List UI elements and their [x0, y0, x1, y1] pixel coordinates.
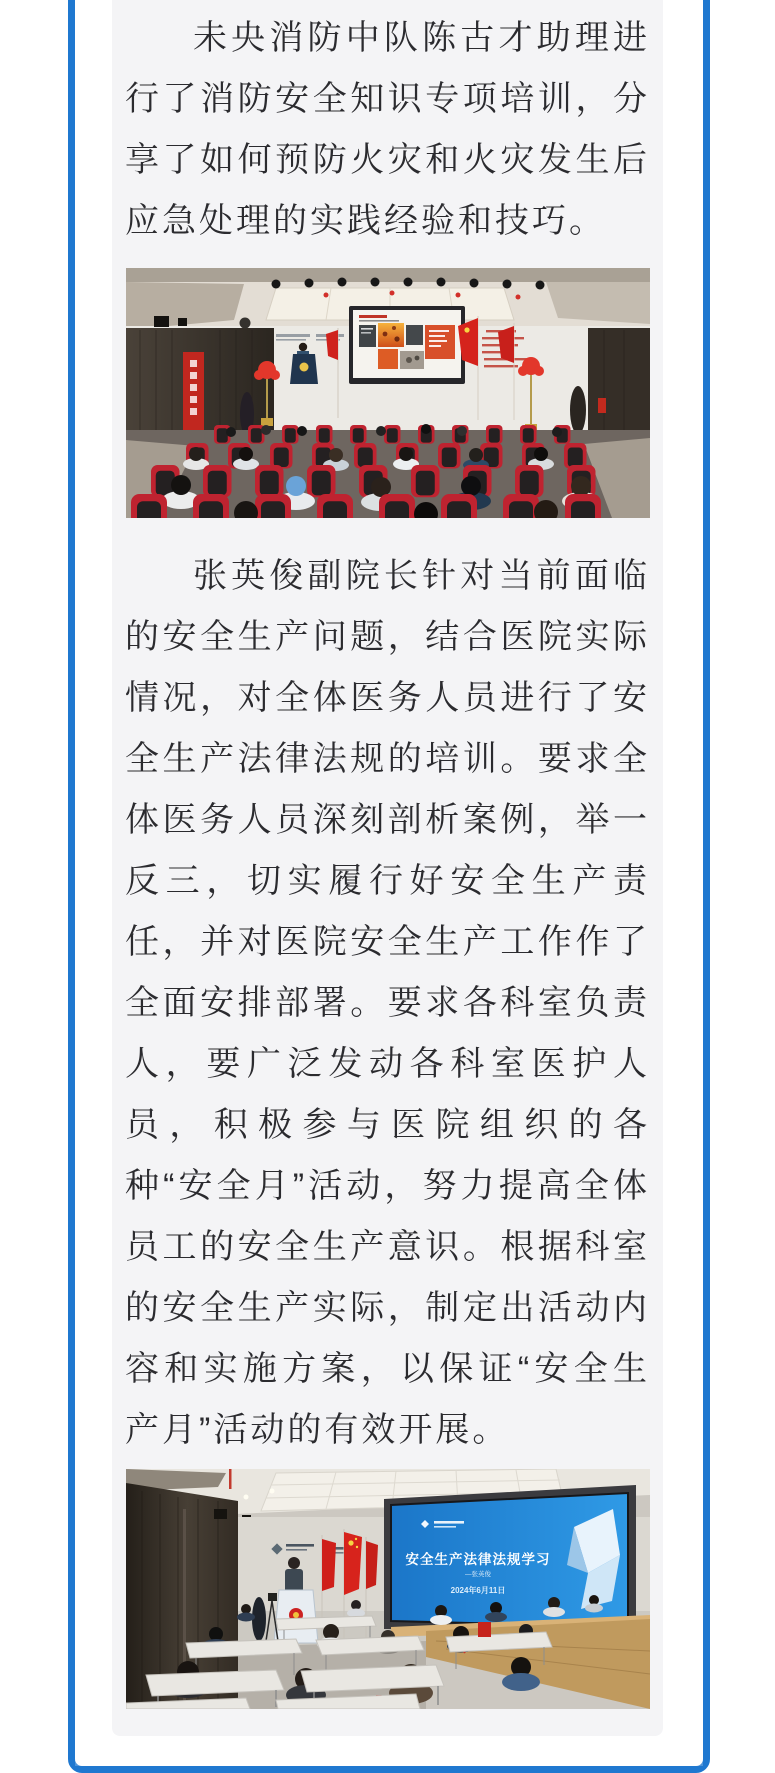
- projection-screen: [349, 306, 465, 384]
- article-content: [112, 8, 663, 1709]
- paragraph-fire-training: 未央消防中队陈古才助理进行了消防安全知识专项培训，分享了如何预防火灾和火灾发生后应急处理的实践经验和技巧。: [125, 19, 650, 240]
- slide-title: 安全生产法律法规学习: [405, 1552, 551, 1567]
- article-card: [112, 0, 663, 1736]
- projection-screen: [384, 1485, 636, 1635]
- slide-date: 2024年6月11日: [450, 1586, 506, 1595]
- speaker-box-icon: [154, 316, 169, 327]
- slide-presenter: —张英俊: [465, 1571, 491, 1578]
- red-streamer: [229, 1469, 232, 1489]
- red-banner: [183, 352, 204, 432]
- audience: [126, 424, 650, 518]
- wall-clock: [240, 318, 251, 329]
- fire-safety-training-photo[interactable]: [126, 268, 650, 518]
- paragraph-safety-law-training: 张英俊副院长针对当前面临的安全生产问题，结合医院实际情况，对全体医务人员进行了安全生产法律法规的培训。要求全体医务人员深刻剖析案例，举一反三，切实履行好安全生产责任，并对医院安全生产工作作了全面安排部署。要求各科室负责人，要广泛发动各科室医护人员，积极参与医院组织的各种“安全月”活动，努力提高全体员工的安全生产意识。根据科室的安全生产实际，制定出活动内容和实施方案，以保证“安全生产月”活动的有效开展。: [125, 557, 650, 1449]
- safety-law-training-photo[interactable]: [126, 1469, 650, 1709]
- first-aid-box: [478, 1622, 491, 1637]
